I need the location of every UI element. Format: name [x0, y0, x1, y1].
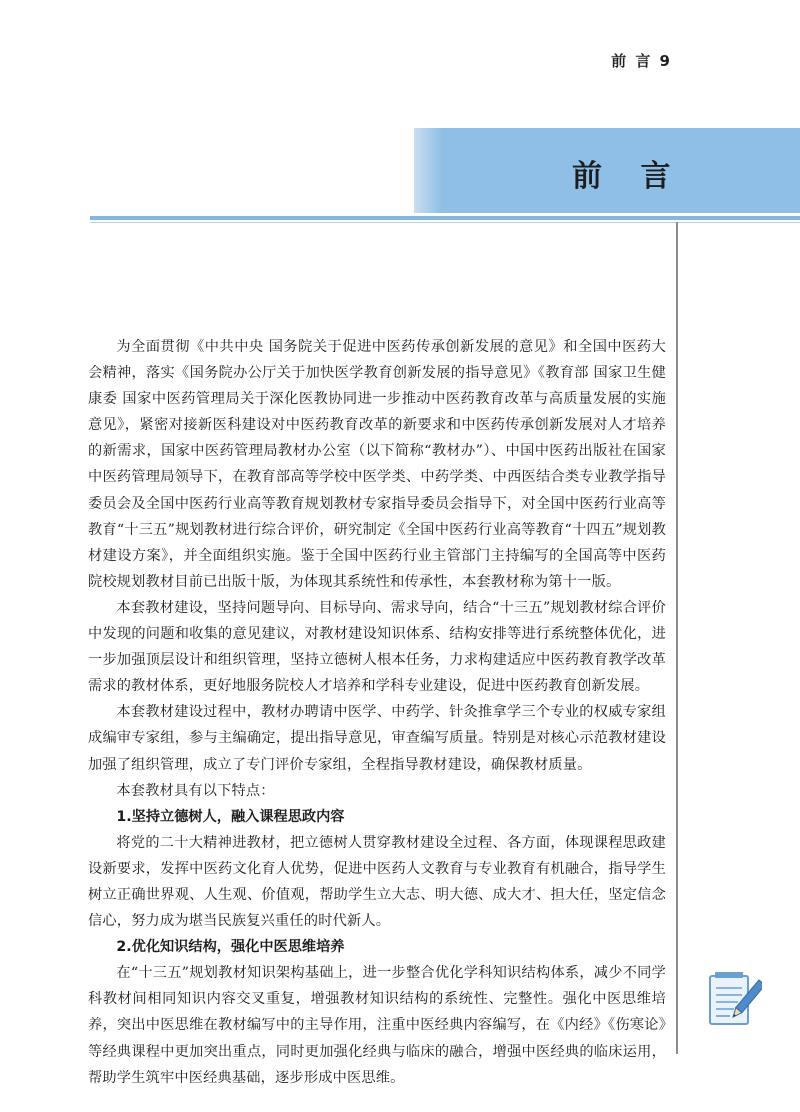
- section-heading: 1.坚持立德树人，融入课程思政内容: [116, 808, 345, 825]
- section-heading: 2.优化知识结构，强化中医思维培养: [116, 939, 345, 956]
- paragraph: 在“十三五”规划教材知识架构基础上，进一步整合优化学科知识结构体系，减少不同学科教材间相同知识内容交叉重复，增强教材知识结构的系统性、完整性。强化中医思维培养，突出中医思维在教材编写中的主导作用，注重中医经典内容编写，在《内经》《伤寒论》等经典课程中更加突出重点，同时更加强化经典与临床的融合，增强中医经典的临床运用，帮助学生筑牢中医经典基础，逐步形成中医思维。: [88, 965, 666, 1086]
- paragraph: 为全面贯彻《中共中央 国务院关于促进中医药传承创新发展的意见》和全国中医药大会精神，落实《国务院办公厅关于加快医学教育创新发展的指导意见》《教育部 国家卫生健康委 国家中医药管理局关于深化医教协同进一步推动中医药教育改革与高质量发展的实施意见》，紧密对接新医科建设对中医药教育改革的新要求和中医药传承创新发展对人才培养的新需求，国家中医药管理局教材办公室（以下简称“教材办”）、中国中医药出版社在国家中医药管理局领导下，在教育部高等学校中医学类、中药学类、中西医结合类专业教学指导委员会及全国中医药行业高等教育规划教材专家指导委员会指导下，对全国中医药行业高等教育“十三五”规划教材进行综合评价，研究制定《全国中医药行业高等教育“十四五”规划教材建设方案》，并全面组织实施。鉴于全国中医药行业主管部门主持编写的全国高等中医药院校规划教材目前已出版十版，为体现其系统性和传承性，本套教材称为第十一版。: [88, 339, 666, 590]
- paragraph: 本套教材建设，坚持问题导向、目标导向、需求导向，结合“十三五”规划教材综合评价中发现的问题和收集的意见建议，对教材建设知识体系、结构安排等进行系统整体优化，进一步加强顶层设计和组织管理，坚持立德树人根本任务，力求构建适应中医药教育教学改革需求的教材体系，更好地服务院校人才培养和学科专业建设，促进中医药教育创新发展。: [88, 599, 666, 695]
- paragraph: 本套教材具有以下特点：: [116, 782, 275, 799]
- page-title: 前 言: [572, 159, 685, 194]
- running-head: 前 言 9: [611, 52, 672, 70]
- title-band-shade: [414, 128, 442, 213]
- header-rule: [90, 216, 800, 220]
- margin-line: [676, 222, 678, 1054]
- paragraph: 本套教材建设过程中，教材办聘请中医学、中药学、针灸推拿学三个专业的权威专家组成编审专家组，参与主编确定，提出指导意见，审查编写质量。特别是对核心示范教材建设加强了组织管理，成立了专门评价专家组，全程指导教材建设，确保教材质量。: [88, 704, 666, 773]
- header-rule-thin: [90, 222, 800, 223]
- body-text: [88, 334, 666, 1091]
- paragraph: 将党的二十大精神进教材，把立德树人贯穿教材建设全过程、各方面，体现课程思政建设新要求，发挥中医药文化育人优势，促进中医药人文教育与专业教育有机融合，指导学生树立正确世界观、人生观、价值观，帮助学生立大志、明大德、成大才、担大任，坚定信念信心，努力成为堪当民族复兴重任的时代新人。: [88, 834, 666, 930]
- notepad-pencil-icon: [706, 968, 762, 1030]
